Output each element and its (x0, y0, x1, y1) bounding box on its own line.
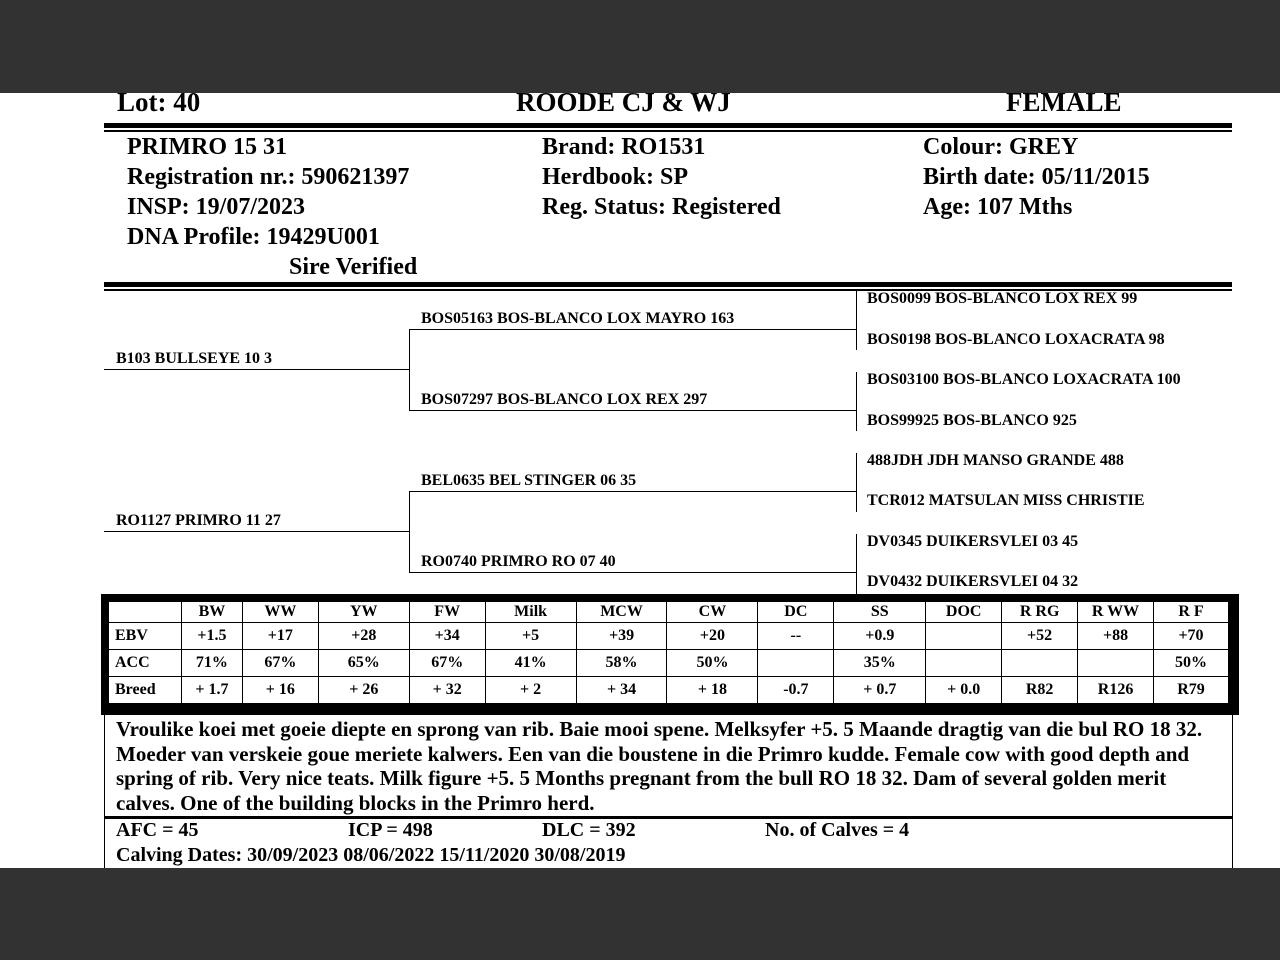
pedigree-bracket (856, 453, 857, 512)
breed-cell: R82 (1002, 677, 1078, 704)
info-rule-thick (104, 282, 1232, 287)
catalogue-page (0, 93, 1280, 868)
breed-cell: + 1.7 (181, 677, 242, 704)
calving-footer (104, 817, 1233, 868)
registration-number: Registration nr.: 590621397 (127, 164, 410, 190)
pedigree-ggp-2: BOS0198 BOS-BLANCO LOXACRATA 98 (867, 331, 1165, 348)
pedigree-dam-sire: BEL0635 BEL STINGER 06 35 (421, 472, 637, 489)
acc-row (109, 650, 1229, 677)
lot-number: Lot: 40 (117, 93, 201, 117)
breed-cell: + 18 (667, 677, 758, 704)
breed-cell: R126 (1078, 677, 1154, 704)
breed-cell: + 16 (242, 677, 318, 704)
acc-cell: 65% (318, 650, 409, 677)
ebv-header-row (109, 602, 1229, 623)
remarks-text: Vroulike koei met goeie diepte en sprong van rib. Baie mooi spene. Melksyfer +5. 5 Maande dragtig van die bul RO 18 32. Moeder van verskeie goue meriete kalwers. Een van die boustene in die Primro kudde. Female cow with good depth and spring of rib. Very nice teats. Milk figure +5. 5 Months pregnant from the bull RO 18 32. Dam of several golden merit calves. One of the building blocks in the Primro herd. (116, 717, 1203, 815)
breed-cell: + 0.0 (926, 677, 1002, 704)
reg-status: Reg. Status: Registered (542, 194, 781, 220)
pedigree-line (104, 531, 409, 532)
acc-cell: 35% (834, 650, 926, 677)
pedigree-sire-dam: BOS07297 BOS-BLANCO LOX REX 297 (421, 391, 708, 408)
ebv-cell: +28 (318, 623, 409, 650)
insp-date: INSP: 19/07/2023 (127, 194, 306, 220)
owner-name: ROODE CJ & WJ (516, 93, 731, 117)
breed-cell: + 34 (576, 677, 667, 704)
ebv-cell: +0.9 (834, 623, 926, 650)
ebv-header-cell: DC (758, 602, 834, 623)
pedigree-line (409, 491, 856, 492)
ebv-header-cell: DOC (926, 602, 1002, 623)
number-of-calves: No. of Calves = 4 (765, 819, 910, 841)
pedigree-dam: RO1127 PRIMRO 11 27 (116, 512, 281, 529)
ebv-cell: +5 (485, 623, 576, 650)
acc-cell: 41% (485, 650, 576, 677)
pedigree-bracket (856, 534, 857, 594)
header-rule-thick (104, 123, 1232, 128)
pedigree-line (104, 369, 409, 370)
acc-cell: 50% (667, 650, 758, 677)
pedigree-ggp-1: BOS0099 BOS-BLANCO LOX REX 99 (867, 290, 1138, 307)
pedigree-ggp-5: 488JDH JDH MANSO GRANDE 488 (867, 452, 1124, 469)
pedigree-sire-sire: BOS05163 BOS-BLANCO LOX MAYRO 163 (421, 310, 735, 327)
dlc-value: DLC = 392 (542, 819, 636, 841)
pedigree-bracket (856, 291, 857, 350)
pedigree-bracket (409, 491, 410, 572)
pedigree-bracket (409, 329, 410, 410)
sex-label: FEMALE (1006, 93, 1122, 117)
ebv-header-cell (109, 602, 182, 623)
ebv-header-cell: BW (181, 602, 242, 623)
ebv-cell (926, 623, 1002, 650)
brand: Brand: RO1531 (542, 134, 706, 160)
ebv-header-cell: SS (834, 602, 926, 623)
breed-cell: R79 (1154, 677, 1229, 704)
ebv-cell: +70 (1154, 623, 1229, 650)
breed-cell: + 0.7 (834, 677, 926, 704)
calving-dates: Calving Dates: 30/09/2023 08/06/2022 15/11/2020 30/08/2019 (116, 844, 626, 866)
ebv-header-cell: FW (409, 602, 485, 623)
pedigree-bracket (856, 372, 857, 431)
pedigree-ggp-4: BOS99925 BOS-BLANCO 925 (867, 412, 1077, 429)
pedigree-ggp-3: BOS03100 BOS-BLANCO LOXACRATA 100 (867, 371, 1181, 388)
pedigree-line (409, 572, 856, 573)
icp-value: ICP = 498 (348, 819, 433, 841)
acc-row-label: ACC (109, 650, 182, 677)
ebv-header-cell: R RG (1002, 602, 1078, 623)
breed-cell: -0.7 (758, 677, 834, 704)
ebv-cell: +1.5 (181, 623, 242, 650)
acc-cell: 67% (242, 650, 318, 677)
ebv-header-cell: CW (667, 602, 758, 623)
ebv-cell: -- (758, 623, 834, 650)
ebv-cell: +39 (576, 623, 667, 650)
ebv-header-cell: WW (242, 602, 318, 623)
sire-verified: Sire Verified (289, 254, 418, 280)
ebv-table-frame (101, 594, 1239, 715)
breed-cell: + 32 (409, 677, 485, 704)
ebv-cell: +88 (1078, 623, 1154, 650)
colour: Colour: GREY (923, 134, 1079, 160)
ebv-header-cell: Milk (485, 602, 576, 623)
ebv-cell: +34 (409, 623, 485, 650)
acc-cell (758, 650, 834, 677)
breed-row-label: Breed (109, 677, 182, 704)
pedigree-sire: B103 BULLSEYE 10 3 (116, 350, 273, 367)
acc-cell: 50% (1154, 650, 1229, 677)
acc-cell (1078, 650, 1154, 677)
breed-cell: + 2 (485, 677, 576, 704)
pedigree-ggp-7: DV0345 DUIKERSVLEI 03 45 (867, 533, 1079, 550)
remarks-box (104, 715, 1233, 817)
acc-cell (926, 650, 1002, 677)
ebv-header-cell: R F (1154, 602, 1229, 623)
animal-name: PRIMRO 15 31 (127, 134, 287, 160)
ebv-cell: +20 (667, 623, 758, 650)
ebv-header-cell: YW (318, 602, 409, 623)
age: Age: 107 Mths (923, 194, 1073, 220)
pedigree-line (409, 410, 856, 411)
acc-cell: 71% (181, 650, 242, 677)
acc-cell (1002, 650, 1078, 677)
birth-date: Birth date: 05/11/2015 (923, 164, 1150, 190)
acc-cell: 58% (576, 650, 667, 677)
ebv-cell: +17 (242, 623, 318, 650)
herdbook: Herdbook: SP (542, 164, 689, 190)
ebv-cell: +52 (1002, 623, 1078, 650)
pedigree-ggp-6: TCR012 MATSULAN MISS CHRISTIE (867, 492, 1145, 509)
pedigree-dam-dam: RO0740 PRIMRO RO 07 40 (421, 553, 616, 570)
ebv-row-label: EBV (109, 623, 182, 650)
ebv-header-cell: MCW (576, 602, 667, 623)
pedigree-ggp-8: DV0432 DUIKERSVLEI 04 32 (867, 573, 1079, 590)
ebv-row (109, 623, 1229, 650)
pedigree-line (409, 329, 856, 330)
ebv-table (108, 601, 1229, 704)
afc-value: AFC = 45 (116, 819, 199, 841)
dna-profile: DNA Profile: 19429U001 (127, 224, 380, 250)
ebv-header-cell: R WW (1078, 602, 1154, 623)
breed-row (109, 677, 1229, 704)
acc-cell: 67% (409, 650, 485, 677)
breed-cell: + 26 (318, 677, 409, 704)
